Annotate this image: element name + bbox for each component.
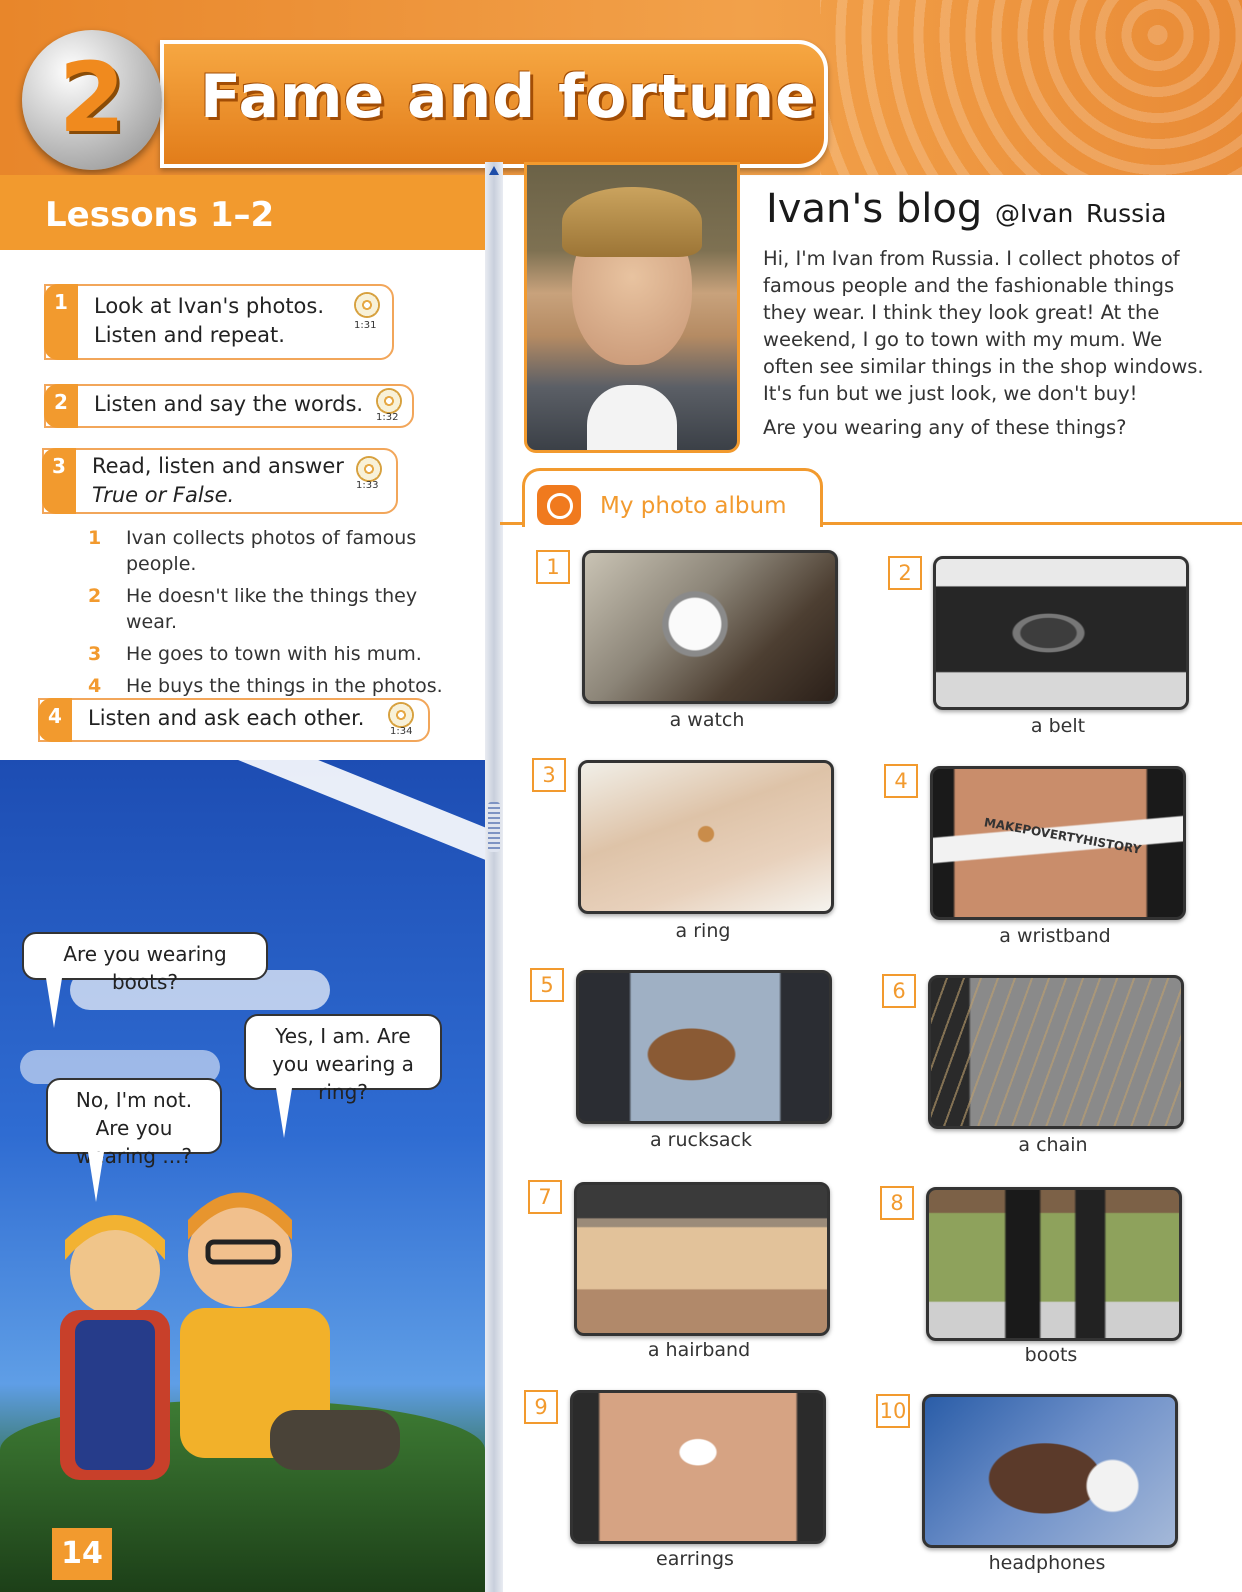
hairband-photo [574, 1182, 830, 1336]
photo-caption: a watch [669, 709, 745, 731]
exercise-number: 2 [44, 384, 78, 428]
camera-icon [537, 485, 581, 525]
true-false-list [88, 525, 468, 705]
bubble-tail [276, 1088, 292, 1138]
audio-track: 1:33 [356, 480, 379, 491]
earrings-photo [570, 1390, 826, 1544]
exercise-2 [44, 384, 414, 428]
chain-photo [928, 975, 1184, 1129]
album-label: My photo album [600, 493, 787, 519]
page-number: 14 [52, 1528, 112, 1580]
photo-number: 4 [884, 764, 918, 798]
ivan-portrait-photo [524, 162, 740, 453]
cartoon-illustration [0, 760, 485, 1592]
exercise-instruction [94, 292, 324, 350]
audio-cd-icon[interactable] [354, 292, 380, 318]
exercise-number: 3 [42, 448, 76, 514]
blog-body: Hi, I'm Ivan from Russia. I collect photos of famous people and the fashionable things they wear. I think they look great! At the weekend, I go to town with my mum. We often see similar things in the shop windows. It's fun but we just look, we don't buy! [763, 247, 1204, 405]
cloud [167, 760, 485, 866]
bubble-tail [46, 978, 62, 1028]
exercise-1 [44, 284, 394, 360]
photo-number: 10 [876, 1394, 910, 1428]
audio-cd-icon[interactable] [388, 702, 414, 728]
unit-number: 2 [58, 42, 126, 154]
exercise-number: 1 [44, 284, 78, 360]
speech-bubble-3: No, I'm not. Are you wearing ...? [46, 1078, 222, 1154]
list-item: 1 Ivan collects photos of famous people. [88, 527, 417, 575]
scroll-up-arrow-icon[interactable] [489, 166, 499, 175]
blog-country: Russia [1086, 199, 1167, 228]
blog-handle: @Ivan [994, 199, 1074, 228]
exercise-number: 4 [38, 698, 72, 742]
photo-caption: a belt [1030, 715, 1086, 737]
audio-track: 1:31 [354, 320, 377, 331]
photo-number: 3 [532, 758, 566, 792]
photo-number: 2 [888, 556, 922, 590]
ring-photo [578, 760, 834, 914]
photo-caption: a ring [675, 920, 731, 942]
rucksack-photo [576, 970, 832, 1124]
boots-photo [926, 1187, 1182, 1341]
shirt-shape [587, 385, 677, 453]
photo-caption: a wristband [999, 925, 1111, 947]
wristband-print: MAKEPOVERTYHISTORY [982, 815, 1143, 857]
wristband-photo [930, 766, 1186, 920]
scroll-thumb[interactable] [488, 802, 500, 852]
photo-number: 7 [528, 1180, 562, 1214]
photo-caption: a rucksack [650, 1129, 752, 1151]
photo-caption: a chain [1018, 1134, 1088, 1156]
list-item: 2 He doesn't like the things they wear. [88, 585, 418, 633]
bubble-tail [88, 1152, 104, 1202]
instruction-line: True or False. [92, 483, 235, 507]
photo-number: 8 [880, 1186, 914, 1220]
unit-badge-icon [22, 30, 162, 170]
audio-track: 1:34 [390, 726, 413, 737]
photo-number: 1 [536, 550, 570, 584]
instruction-line: Read, listen and answer [92, 454, 344, 478]
exercise-instruction [92, 452, 344, 510]
headphones-photo [922, 1394, 1178, 1548]
unit-title: Fame and fortune [200, 62, 817, 132]
boy-character-icon [150, 1180, 410, 1520]
audio-cd-icon[interactable] [376, 388, 402, 414]
belt-photo [933, 556, 1189, 710]
lessons-heading: Lessons 1–2 [45, 195, 275, 235]
audio-cd-icon[interactable] [356, 456, 382, 482]
speech-bubble-2: Yes, I am. Are you wearing a ring? [244, 1014, 442, 1090]
list-item: 4 He buys the things in the photos. [88, 675, 443, 697]
blog-title: Ivan's blog @Ivan Russia [766, 186, 1167, 232]
exercise-instruction: Listen and say the words. [94, 392, 364, 416]
exercise-3 [42, 448, 398, 514]
list-item: 3 He goes to town with his mum. [88, 643, 422, 665]
exercise-instruction: Listen and ask each other. [88, 706, 365, 730]
exercise-4 [38, 698, 430, 742]
instruction-line: Listen and repeat. [94, 323, 285, 347]
photo-caption: boots [1024, 1344, 1078, 1366]
page-divider-scrollbar[interactable] [485, 162, 503, 1592]
photo-number: 6 [882, 974, 916, 1008]
photo-number: 5 [530, 968, 564, 1002]
photo-caption: headphones [988, 1552, 1106, 1574]
instruction-line: Look at Ivan's photos. [94, 294, 325, 318]
audio-track: 1:32 [376, 412, 399, 423]
hair-shape [562, 187, 702, 257]
album-tab [522, 468, 823, 527]
blog-question: Are you wearing any of these things? [763, 416, 1127, 439]
photo-caption: a hairband [647, 1339, 751, 1361]
photo-number: 9 [524, 1390, 558, 1424]
watch-photo [582, 550, 838, 704]
photo-caption: earrings [656, 1548, 734, 1570]
speech-bubble-1: Are you wearing boots? [22, 932, 268, 980]
decorative-pattern [820, 0, 1242, 175]
